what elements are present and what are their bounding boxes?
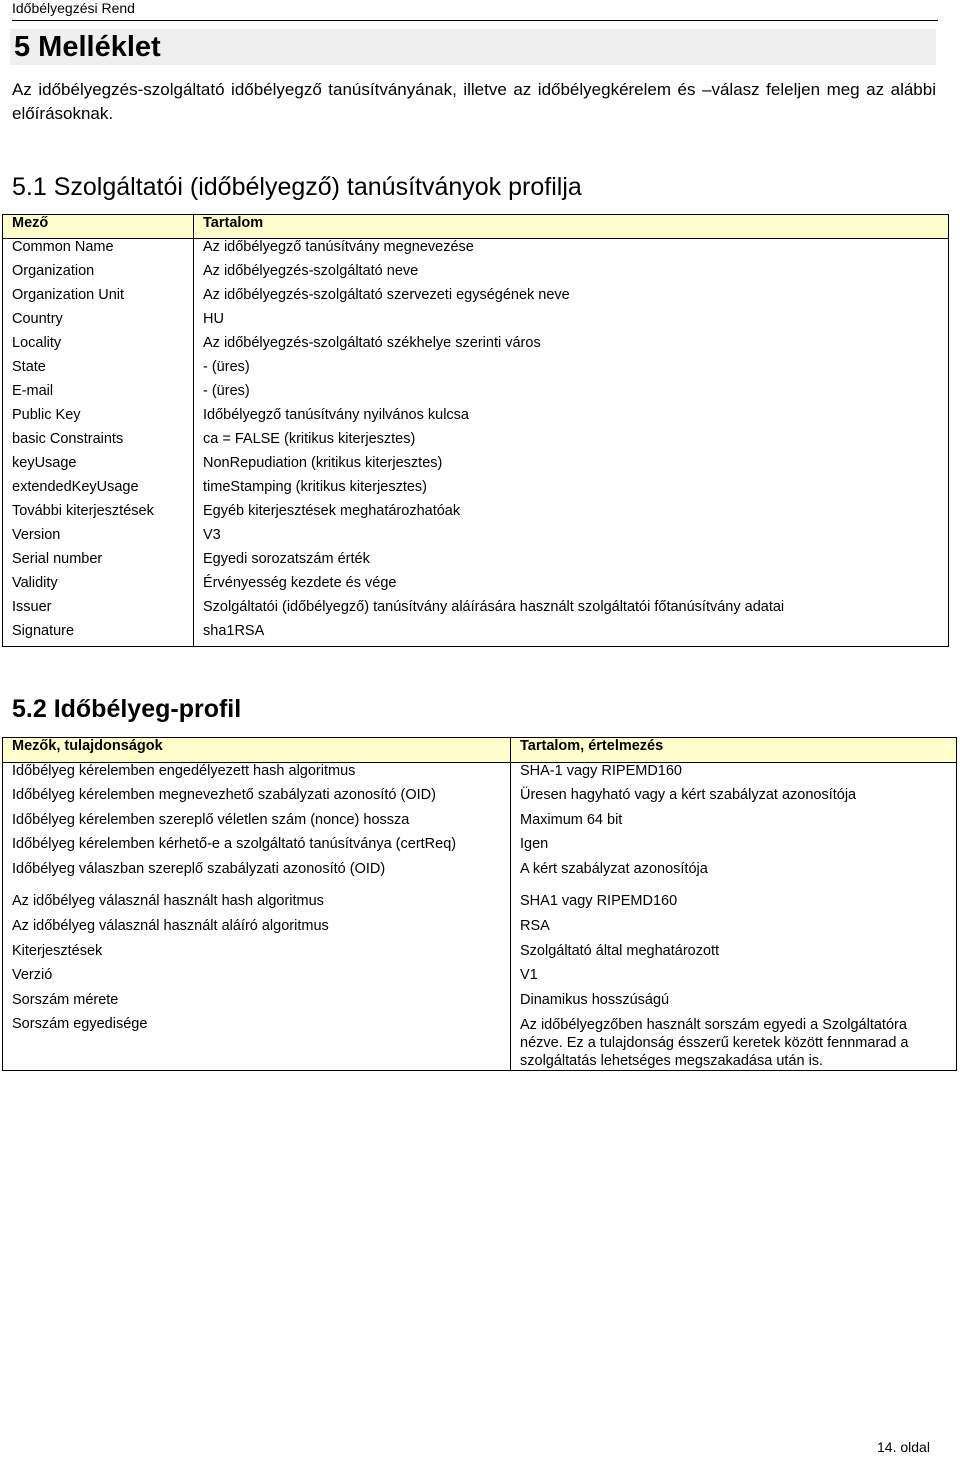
intro-paragraph: Az időbélyegzés-szolgáltató időbélyegző tanúsítványának, illetve az időbélyegkérelem és –válasz feleljen meg az alábbi előírásoknak. bbox=[12, 80, 936, 123]
field-cell: Organization Unit bbox=[3, 287, 194, 311]
field-cell: E-mail bbox=[3, 383, 194, 407]
field-cell: Country bbox=[3, 311, 194, 335]
value-cell: - (üres) bbox=[194, 359, 949, 383]
value-cell: - (üres) bbox=[194, 383, 949, 407]
value-cell: Időbélyegző tanúsítvány nyilvános kulcsa bbox=[194, 407, 949, 431]
header-cell-meaning: Tartalom, értelmezés bbox=[511, 738, 957, 763]
table-row bbox=[3, 787, 957, 812]
value-cell: Érvényesség kezdete és vége bbox=[194, 575, 949, 599]
field-cell: Locality bbox=[3, 335, 194, 359]
value-cell: Az időbélyegzés-szolgáltató szervezeti egységének neve bbox=[194, 287, 949, 311]
field-cell: Version bbox=[3, 527, 194, 551]
header-cell-content: Tartalom bbox=[194, 215, 949, 239]
value-cell: Igen bbox=[511, 836, 957, 861]
group-spacer bbox=[3, 885, 957, 893]
table-row bbox=[3, 359, 949, 383]
page-number: 14. oldal bbox=[877, 1439, 930, 1455]
table-row bbox=[3, 575, 949, 599]
field-cell: State bbox=[3, 359, 194, 383]
field-cell: Időbélyeg kérelemben engedélyezett hash algoritmus bbox=[3, 763, 511, 788]
table-row bbox=[3, 763, 957, 788]
spacer-cell bbox=[3, 885, 511, 893]
table-row bbox=[3, 455, 949, 479]
table-row bbox=[3, 967, 957, 992]
field-cell: Public Key bbox=[3, 407, 194, 431]
value-cell: Az időbélyegzés-szolgáltató székhelye szerinti város bbox=[194, 335, 949, 359]
value-cell: Az időbélyegzőben használt sorszám egyedi a Szolgáltatóra nézve. Ez a tulajdonság ésszerű keretek között fennmarad a szolgáltatás lehetséges megszakadása után is. bbox=[511, 1016, 957, 1071]
table-row bbox=[3, 992, 957, 1017]
field-cell: Serial number bbox=[3, 551, 194, 575]
field-cell: extendedKeyUsage bbox=[3, 479, 194, 503]
table-row bbox=[3, 263, 949, 287]
value-cell: RSA bbox=[511, 918, 957, 943]
header-cell-properties: Mezők, tulajdonságok bbox=[3, 738, 511, 763]
certificate-profile-table bbox=[2, 214, 949, 647]
value-cell: V1 bbox=[511, 967, 957, 992]
field-cell: Signature bbox=[3, 623, 194, 647]
table-row bbox=[3, 311, 949, 335]
value-cell: HU bbox=[194, 311, 949, 335]
value-cell: Egyedi sorozatszám érték bbox=[194, 551, 949, 575]
field-cell: Organization bbox=[3, 263, 194, 287]
value-cell: SHA-1 vagy RIPEMD160 bbox=[511, 763, 957, 788]
table-row bbox=[3, 287, 949, 311]
table-row bbox=[3, 239, 949, 263]
table-row bbox=[3, 893, 957, 918]
table-row bbox=[3, 599, 949, 623]
table-row bbox=[3, 943, 957, 968]
table-row bbox=[3, 836, 957, 861]
section-5-title: 5 Melléklet bbox=[14, 31, 161, 63]
table-row bbox=[3, 918, 957, 943]
field-cell: keyUsage bbox=[3, 455, 194, 479]
field-cell: Verzió bbox=[3, 967, 511, 992]
value-cell: Szolgáltatói (időbélyegző) tanúsítvány aláírására használt szolgáltatói főtanúsítvány adatai bbox=[194, 599, 949, 623]
value-cell: Üresen hagyható vagy a kért szabályzat azonosítója bbox=[511, 787, 957, 812]
section-5-2-title: 5.2 Időbélyeg-profil bbox=[12, 695, 242, 723]
value-cell: A kért szabályzat azonosítója bbox=[511, 861, 957, 886]
value-cell: Maximum 64 bit bbox=[511, 812, 957, 837]
field-cell: Időbélyeg válaszban szereplő szabályzati azonosító (OID) bbox=[3, 861, 511, 886]
value-cell: ca = FALSE (kritikus kiterjesztes) bbox=[194, 431, 949, 455]
field-cell: Időbélyeg kérelemben kérhető-e a szolgáltató tanúsítványa (certReq) bbox=[3, 836, 511, 861]
table-row bbox=[3, 431, 949, 455]
table-row bbox=[3, 1016, 957, 1071]
field-cell: Issuer bbox=[3, 599, 194, 623]
field-cell: Common Name bbox=[3, 239, 194, 263]
value-cell: V3 bbox=[194, 527, 949, 551]
table-row bbox=[3, 812, 957, 837]
field-cell: Kiterjesztések bbox=[3, 943, 511, 968]
field-cell: basic Constraints bbox=[3, 431, 194, 455]
value-cell: Szolgáltató által meghatározott bbox=[511, 943, 957, 968]
value-cell: Dinamikus hosszúságú bbox=[511, 992, 957, 1017]
table-row bbox=[3, 383, 949, 407]
field-cell: Időbélyeg kérelemben szereplő véletlen szám (nonce) hossza bbox=[3, 812, 511, 837]
running-header: Időbélyegzési Rend bbox=[12, 0, 938, 21]
table-row bbox=[3, 503, 949, 527]
value-cell: SHA1 vagy RIPEMD160 bbox=[511, 893, 957, 918]
header-cell-field: Mező bbox=[3, 215, 194, 239]
table-row bbox=[3, 623, 949, 647]
value-cell: Az időbélyegzés-szolgáltató neve bbox=[194, 263, 949, 287]
table-row bbox=[3, 861, 957, 886]
value-cell: Egyéb kiterjesztések meghatározhatóak bbox=[194, 503, 949, 527]
value-cell: NonRepudiation (kritikus kiterjesztes) bbox=[194, 455, 949, 479]
field-cell: Az időbélyeg válasznál használt aláíró algoritmus bbox=[3, 918, 511, 943]
table-header-row bbox=[3, 215, 949, 239]
spacer-cell bbox=[511, 885, 957, 893]
table-header-row bbox=[3, 738, 957, 763]
timestamp-profile-table bbox=[2, 737, 957, 1071]
table-row bbox=[3, 479, 949, 503]
value-cell: sha1RSA bbox=[194, 623, 949, 647]
section-5-heading bbox=[10, 29, 936, 65]
field-cell: További kiterjesztések bbox=[3, 503, 194, 527]
field-cell: Az időbélyeg válasznál használt hash algoritmus bbox=[3, 893, 511, 918]
field-cell: Sorszám mérete bbox=[3, 992, 511, 1017]
table-row bbox=[3, 527, 949, 551]
value-cell: timeStamping (kritikus kiterjesztes) bbox=[194, 479, 949, 503]
field-cell: Sorszám egyedisége bbox=[3, 1016, 511, 1071]
field-cell: Validity bbox=[3, 575, 194, 599]
table-row bbox=[3, 551, 949, 575]
value-cell: Az időbélyegző tanúsítvány megnevezése bbox=[194, 239, 949, 263]
field-cell: Időbélyeg kérelemben megnevezhető szabályzati azonosító (OID) bbox=[3, 787, 511, 812]
table-row bbox=[3, 407, 949, 431]
table-row bbox=[3, 335, 949, 359]
section-5-1-title: 5.1 Szolgáltatói (időbélyegző) tanúsítványok profilja bbox=[12, 173, 582, 201]
